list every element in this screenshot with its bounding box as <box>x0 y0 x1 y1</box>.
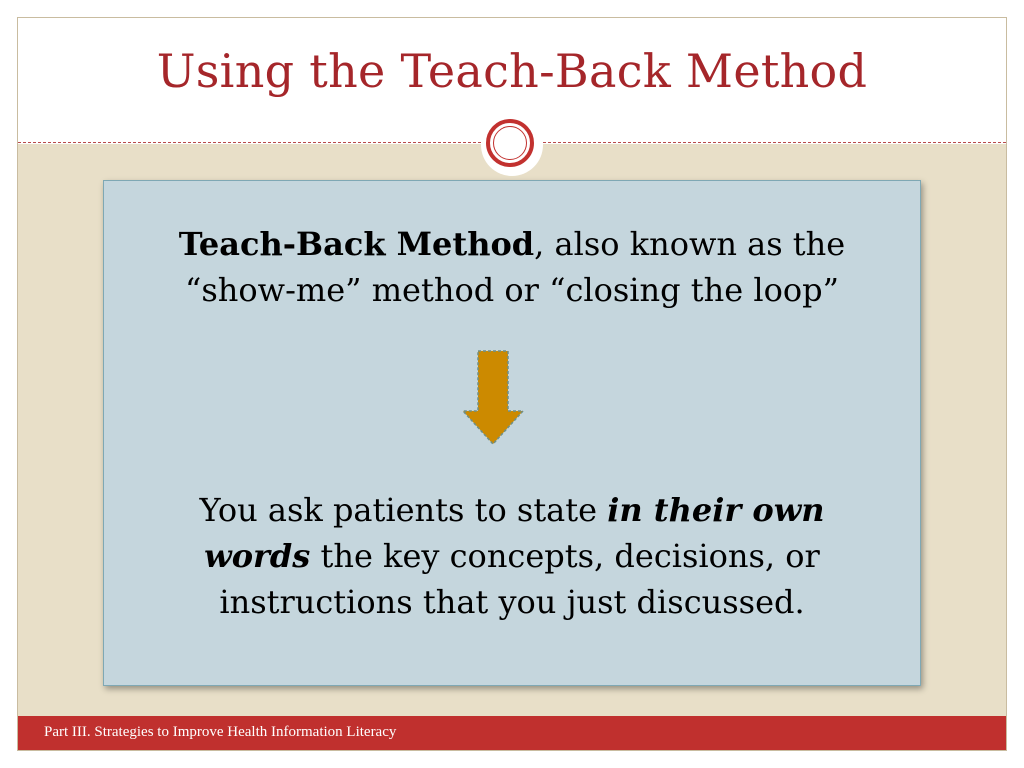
explanation-rest: the key concepts, decisions, or <box>310 537 820 575</box>
explanation-emphasis-2: words <box>204 537 311 575</box>
definition-text <box>144 221 880 313</box>
definition-rest: , also known as the <box>534 225 846 263</box>
explanation-line3: instructions that you just discussed. <box>219 583 805 621</box>
slide-title: Using the Teach-Back Method <box>156 44 868 98</box>
definition-line2: “show-me” method or “closing the loop” <box>185 271 839 309</box>
explanation-lead: You ask patients to state <box>199 491 608 529</box>
footer-bar <box>18 716 1006 751</box>
ring-ornament-inner <box>493 126 527 160</box>
footer-text: Part III. Strategies to Improve Health Information Literacy <box>44 724 397 740</box>
explanation-emphasis-1: in their own <box>607 491 825 529</box>
down-arrow-icon <box>461 349 525 447</box>
content-box <box>103 180 921 686</box>
definition-term: Teach-Back Method <box>178 225 535 263</box>
explanation-text <box>144 487 880 625</box>
slide <box>17 17 1007 751</box>
